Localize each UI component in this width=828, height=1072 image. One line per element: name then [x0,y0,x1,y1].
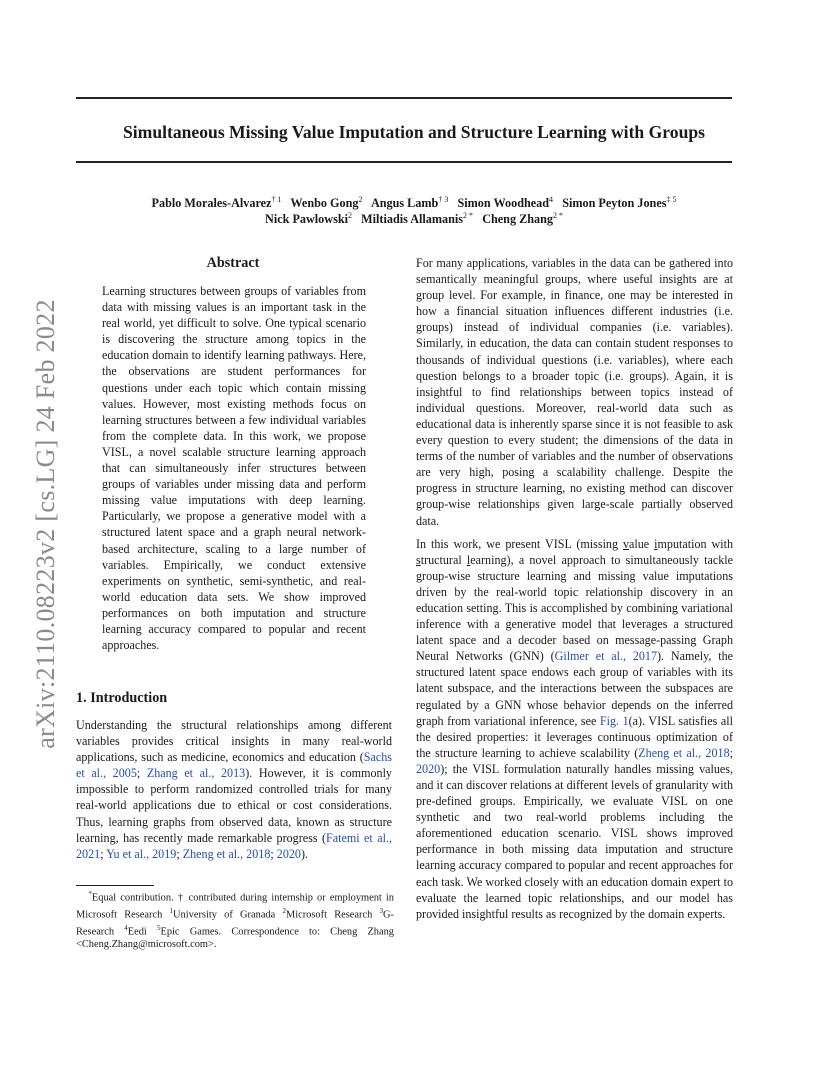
top-rule [76,97,732,99]
author-name: Simon Peyton Jones$^{\ddagger 5}$ [562,195,677,211]
footnote: *Equal contribution. † contributed during internship or employment in Microsoft Research $^1$University of Granada $^2$Microsoft Research $^3$G-Research $^4$Eedi $^5$Epic Games. Correspondence to: Cheng Zhang <Cheng.Zhang@microsoft.com>. [76,890,395,951]
author-name: Wenbo Gong$^2$ [290,195,363,211]
abstract-heading: Abstract [206,255,260,271]
citation-link[interactable]: Zhang et al., 2013 [146,766,246,781]
title-bottom-rule [76,161,732,163]
body-paragraph: In this work, we present VISL (missing value imputation with structural learning), a novel approach to simultaneously tackle group-wise structure learning and missing value imputations driven by the real-world topic relationship discovery in an education setting. This is accomplished by combining variational inference with a generative model that leverages a structured latent space and a decoder based on message-passing Graph Neural Networks (GNN) (Gilmer et al., 2017). Namely, the structured latent space endows each group of variables with its latent subspace, and the interactions between the subspaces are regulated by a GNN whose behavior depends on the inferred graph from variational inference, see Fig. 1(a). VISL satisfies all the desired properties: it leverages continuous optimization of the structure learning to achieve scalability (Zheng et al., 2018; 2020); the VISL formulation naturally handles missing values, and it can discover relations at different levels of granularity with pre-defined groups. Empirically, we evaluate VISL on one synthetic and two real-world problems including the aforementioned education scenario. VISL shows improved performance in both missing data imputation and structure learning accuracy compared to popular and recent approaches for each task. We worked closely with an education domain expert to evaluate the learned topic relationships, and our model has provided insightful results as recognized by the domain experts. [416,536,733,921]
citation-link[interactable]: Zheng et al., 2018 [638,745,730,760]
author-name: Pablo Morales-Alvarez$^{\dagger 1}$ [151,195,282,211]
paper-title: Simultaneous Missing Value Imputation and Structure Learning with Groups [122,122,706,142]
citation-link[interactable]: Sachs et al., 2005 [76,750,392,781]
citation-link[interactable]: Yu et al., 2019 [106,846,177,861]
author-name: Nick Pawlowski$^2$ [265,211,352,227]
citation-link[interactable]: Fatemi et al., 2021 [76,830,392,861]
figure-reference-link[interactable]: Fig. 1 [599,713,629,728]
citation-link[interactable]: Gilmer et al., 2017 [554,649,658,664]
arxiv-identifier-stamp: arXiv:2110.08223v2 [cs.LG] 24 Feb 2022 [31,299,60,749]
author-name: Miltiadis Allamanis$^{2 *}$ [361,211,474,227]
right-column [416,255,733,922]
footnote-rule [76,885,154,886]
author-line-2 [60,208,768,227]
body-paragraph: For many applications, variables in the data can be gathered into semantically meaningful groups, where useful insights are at group level. For example, in finance, one may be interested in how a financial situation influences different industries (i.e. groups) instead of individual companies (i.e. variables). Similarly, in education, the data can contain student responses to thousands of individual questions (i.e. variables), where each question belongs to a broader topic (i.e. groups). Again, it is insightful to find relationships between topics instead of individual questions. Moreover, real-world data such as educational data is inherently sparse since it is not feasible to ask every question to every student; the dimensions of the data in terms of the number of variables and the number of observations are very high, posing a scalability challenge. Despite the progress in structure learning, no existing method can discover group-wise relationships given large-scale partially observed data. [416,256,733,528]
author-name: Angus Lamb$^{\dagger 3}$ [370,195,449,211]
introduction-paragraph: Understanding the structural relationships among different variables provides critical insights in many real-world applications, such as medicine, economics and education (Sachs et al., 2005; Zhang et al., 2013). However, it is commonly impossible to perform randomized controlled trials for many real-world applications due to ethical or cost considerations. Thus, learning graphs from observed data, known as structure learning, has recently made remarkable progress (Fatemi et al., 2021; Yu et al., 2019; Zheng et al., 2018; 2020). [76,718,392,861]
abstract-text: Learning structures between groups of variables from data with missing values is an important task in the real world, yet difficult to solve. One typical scenario is discovering the structure among topics in the education domain to identify learning pathways. Here, the observations are student performances for questions under each topic which contain missing values. However, most existing methods focus on learning structures between a few individual variables from the complete data. In this work, we propose VISL, a novel scalable structure learning approach that can simultaneously infer structures between groups of variables under missing data and perform missing value imputations with deep learning. Particularly, we propose a generative model with a structured latent space and a graph neural network-based architecture, scaling to a large number of variables. Empirically, we conduct extensive experiments on synthetic, semi-synthetic, and real-world education data sets. We show improved performances on both imputation and structure learning accuracy compared to popular and recent approaches. [102,284,366,653]
author-name: Simon Woodhead$^4$ [457,195,554,211]
author-name: Cheng Zhang$^{2 *}$ [482,211,563,227]
citation-link[interactable]: 2020 [416,761,441,776]
introduction-heading: 1. Introduction [76,690,168,706]
citation-link[interactable]: 2020 [276,846,301,861]
citation-link[interactable]: Zheng et al., 2018 [182,846,271,861]
